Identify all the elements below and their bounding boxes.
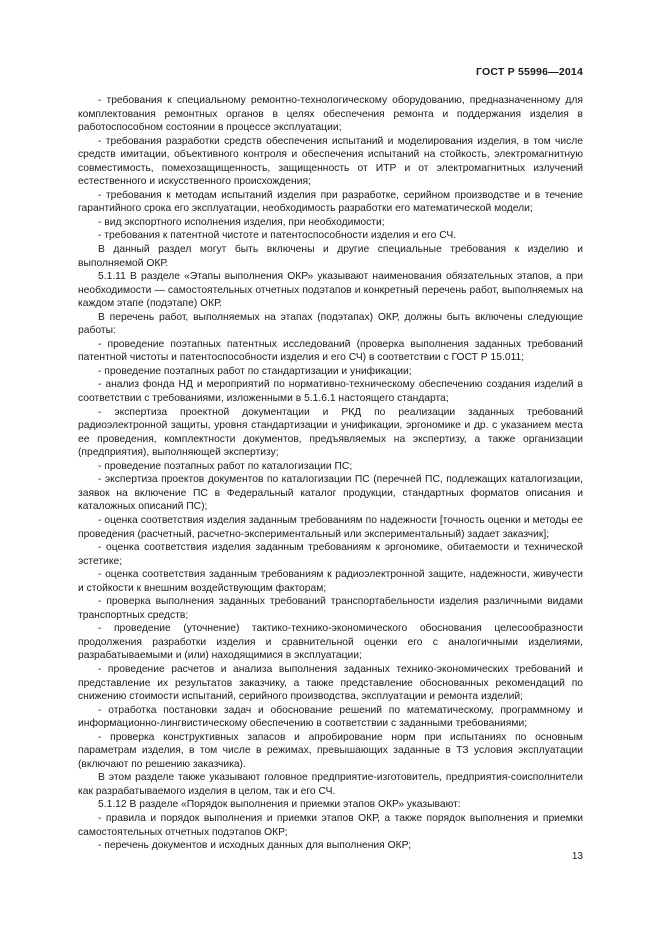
paragraph: 5.1.12 В разделе «Порядок выполнения и приемки этапов ОКР» указывают: xyxy=(98,799,461,811)
document-body xyxy=(78,94,583,853)
page-number: 13 xyxy=(571,851,583,862)
paragraph: - проведение поэтапных работ по стандартизации и унификации; xyxy=(98,365,412,377)
paragraph: - экспертиза проектов документов по каталогизации ПС (перечней ПС, подлежащих каталогизации, заявок на включение ПС в Федеральный каталог продукции, стандартных форматов описания и каталожных описаний ПС); xyxy=(78,474,583,513)
paragraph: - оценка соответствия изделия заданным требованиям к эргономике, обитаемости и технической эстетике; xyxy=(78,542,583,567)
paragraph: - перечень документов и исходных данных для выполнения ОКР; xyxy=(98,840,412,852)
paragraph: - проведение поэтапных патентных исследований (проверка выполнения заданных требований патентной чистоты и патентоспособности изделия и его СЧ) в соответствии с ГОСТ Р 15.011; xyxy=(78,338,583,364)
paragraph: - отработка постановки задач и обоснование решений по математическому, программному и информационно-лингвистическому обеспечению в соответствии с заданными требованиями; xyxy=(78,704,583,730)
paragraph: - проверка выполнения заданных требований транспортабельности изделия различными видами транспортных средств; xyxy=(78,596,583,621)
paragraph: В данный раздел могут быть включены и другие специальные требования к изделию и выполняемой ОКР. xyxy=(78,244,583,269)
paragraph: - оценка соответствия изделия заданным требованиям по надежности [точность оценки и методы ее проведения (расчетный, расчетно-экспериментальный или экспериментальный) задает заказчик]; xyxy=(78,514,583,540)
paragraph: - проведение расчетов и анализа выполнения заданных технико-экономических требований и представление их результатов заказчику, а также представление обоснованных рекомендаций по снижению стоимости испытаний, серийного производства, эксплуатации и ремонта изделий; xyxy=(78,663,583,703)
paragraph: - оценка соответствия заданным требованиям к радиоэлектронной защите, надежности, живучести и стойкости к внешним воздействующим факторам; xyxy=(78,569,583,594)
paragraph: - проведение поэтапных работ по каталогизации ПС; xyxy=(98,460,353,472)
paragraph: В перечень работ, выполняемых на этапах (подэтапах) ОКР, должны быть включены следующие работы: xyxy=(78,311,583,337)
paragraph: - требования к методам испытаний изделия при разработке, серийном производстве и в течение гарантийного срока его эксплуатации, необходимость разработки его математической модели; xyxy=(78,189,583,215)
paragraph: - экспертиза проектной документации и РКД по реализации заданных требований радиоэлектронной защиты, уровня стандартизации и унификации, эргономике и др. с указанием места ее проведения, комплектности документов, предъявляемых на экспертизу, а также организации (предприятия), выполняющей экспертизу; xyxy=(78,406,583,459)
paragraph: - вид экспортного исполнения изделия, при необходимости; xyxy=(98,216,385,228)
paragraph: - требования к патентной чистоте и патентоспособности изделия и его СЧ. xyxy=(98,230,457,242)
paragraph: - требования к специальному ремонтно-технологическому оборудованию, предназначенному для комплектования ремонтных органов в целях обеспечения ремонта и поддержания изделия в работоспособном состоянии в процессе эксплуатации; xyxy=(78,95,583,134)
paragraph: - правила и порядок выполнения и приемки этапов ОКР, а также порядок выполнения и приемки самостоятельных отчетных подэтапов ОКР; xyxy=(78,812,583,838)
paragraph: - требования разработки средств обеспечения испытаний и моделирования изделия, в том числе средств имитации, объективного контроля и обеспечения испытаний на стойкость, электромагнитную совместимость, помехозащищенность, защищенность от ИТР и от электромагнитных излучений естественного и искусственного происхождения; xyxy=(78,135,583,188)
paragraph: - проверка конструктивных запасов и апробирование норм при испытаниях по основным параметрам изделия, в том числе в режимах, превышающих заданные в ТЗ условия эксплуатации (включают по решению заказчика). xyxy=(78,731,583,770)
document-standard-id: ГОСТ Р 55996—2014 xyxy=(475,66,583,78)
paragraph: - проведение (уточнение) тактико-технико-экономического обоснования целесообразности продолжения разработки изделия и сравнительной оценки его с аналогичными изделиями, разрабатываемыми и (или) находящимися в эксплуатации; xyxy=(78,623,583,662)
paragraph: 5.1.11 В разделе «Этапы выполнения ОКР» указывают наименования обязательных этапов, а при необходимости — самостоятельных отчетных подэтапов и конкретный перечень работ, выполняемых на каждом этапе (подэтапе) ОКР. xyxy=(78,271,583,310)
paragraph: - анализ фонда НД и мероприятий по нормативно-техническому обеспечению создания изделий в соответствии с требованиями, изложенными в 5.1.6.1 настоящего стандарта; xyxy=(78,379,583,405)
paragraph: В этом разделе также указывают головное предприятие-изготовитель, предприятия-соисполнители как разрабатываемого изделия в целом, так и его СЧ. xyxy=(78,772,583,797)
